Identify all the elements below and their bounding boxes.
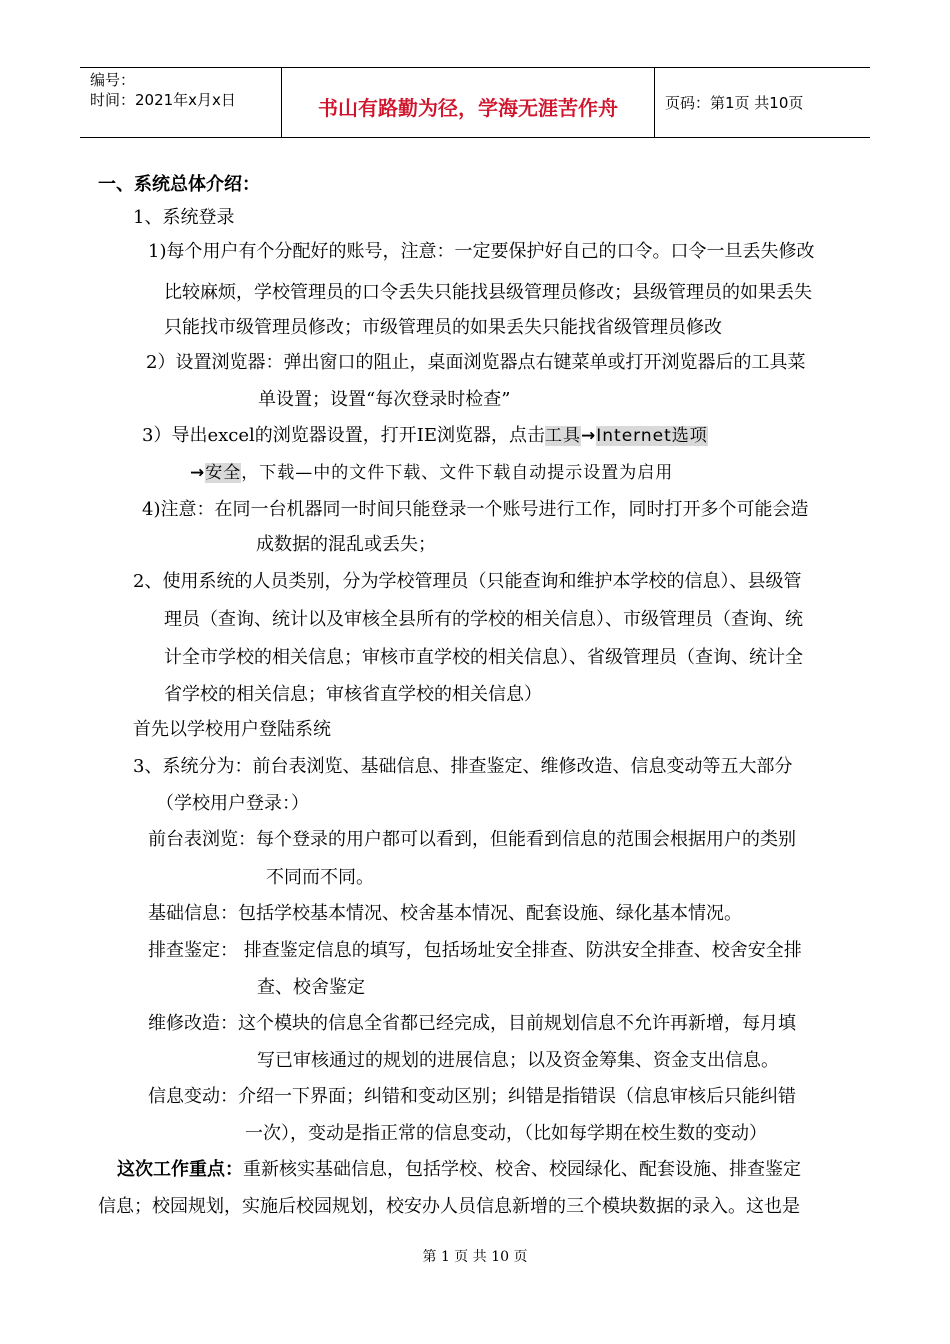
number-label: 编号： <box>90 71 136 89</box>
paragraph-line: 排查鉴定： 排查鉴定信息的填写，包括场址安全排查、防洪安全排查、校舍安全排 <box>148 940 802 961</box>
paragraph-line: 只能找市级管理员修改；市级管理员的如果丢失只能找省级管理员修改 <box>164 317 722 338</box>
paragraph-line <box>117 1158 801 1182</box>
header-divider <box>654 68 655 137</box>
paragraph-line: 写已审核通过的规划的进展信息；以及资金筹集、资金支出信息。 <box>257 1050 779 1071</box>
arrow-icon: → <box>581 426 597 446</box>
paragraph-line: 首先以学校用户登陆系统 <box>133 719 331 740</box>
paragraph-line: 1)每个用户有个分配好的账号，注意：一定要保护好自己的口令。口令一旦丢失修改 <box>148 241 815 262</box>
arrow-icon: → <box>190 463 206 483</box>
emphasis-label: 这次工作重点： <box>117 1159 243 1180</box>
paragraph-line: 维修改造：这个模块的信息全省都已经完成，目前规划信息不允许再新增，每月填 <box>148 1013 796 1034</box>
paragraph-line: 1、系统登录 <box>133 207 235 228</box>
header-motto: 书山有路勤为径，学海无涯苦作舟 <box>318 96 618 120</box>
paragraph-line: 成数据的混乱或丢失； <box>256 534 436 555</box>
paragraph-line: 省学校的相关信息；审核省直学校的相关信息） <box>164 684 542 705</box>
paragraph-line <box>142 424 708 448</box>
paragraph-line: 基础信息：包括学校基本情况、校舍基本情况、配套设施、绿化基本情况。 <box>148 903 742 924</box>
paragraph-line: 4)注意：在同一台机器同一时间只能登录一个账号进行工作，同时打开多个可能会造 <box>142 499 809 520</box>
paragraph-line: 计全市学校的相关信息；审核市直学校的相关信息）、省级管理员（查询、统计全 <box>164 647 803 668</box>
paragraph-line: 信息变动：介绍一下界面；纠错和变动区别；纠错是指错误（信息审核后只能纠错 <box>148 1086 796 1107</box>
section-title: 一、系统总体介绍： <box>98 174 260 195</box>
paragraph-line: 一次），变动是指正常的信息变动，（比如每学期在校生数的变动） <box>245 1123 767 1144</box>
paragraph-line: 2、使用系统的人员类别，分为学校管理员（只能查询和维护本学校的信息）、县级管 <box>133 571 802 592</box>
paragraph-line: 不同而不同。 <box>266 867 374 888</box>
line-text: 3）导出excel的浏览器设置，打开IE浏览器，点击 <box>142 425 545 446</box>
paragraph-line: 前台表浏览：每个登录的用户都可以看到，但能看到信息的范围会根据用户的类别 <box>148 829 796 850</box>
menu-internet-options: Internet选项 <box>596 426 708 446</box>
page-footer: 第 1 页 共 10 页 <box>422 1249 528 1265</box>
paragraph-line: 比较麻烦，学校管理员的口令丢失只能找县级管理员修改；县级管理员的如果丢失 <box>164 282 812 303</box>
paragraph-line: （学校用户登录：） <box>156 793 309 814</box>
header-page-info: 页码：第1页 共10页 <box>665 94 804 112</box>
paragraph-line: 2）设置浏览器：弹出窗口的阻止，桌面浏览器点右键菜单或打开浏览器后的工具菜 <box>146 352 806 373</box>
page-header <box>80 67 870 138</box>
paragraph-line: 单设置；设置“每次登录时检查” <box>258 389 511 410</box>
menu-security: 安全 <box>205 463 242 483</box>
paragraph-line: 信息；校园规划，实施后校园规划，校安办人员信息新增的三个模块数据的录入。这也是 <box>98 1196 800 1217</box>
time-label: 时间：2021年x月x日 <box>90 91 236 109</box>
paragraph-line: 查、校舍鉴定 <box>257 977 365 998</box>
paragraph-line: 3、系统分为：前台表浏览、基础信息、排查鉴定、维修改造、信息变动等五大部分 <box>133 756 793 777</box>
paragraph-line: 理员（查询、统计以及审核全县所有的学校的相关信息）、市级管理员（查询、统 <box>164 609 803 630</box>
line-text: 重新核实基础信息，包括学校、校舍、校园绿化、配套设施、排查鉴定 <box>243 1159 801 1180</box>
menu-tools: 工具 <box>545 426 581 446</box>
header-meta <box>90 70 236 110</box>
line-text: ，下载—中的文件下载、文件下载自动提示设置为启用 <box>241 463 674 483</box>
paragraph-line <box>190 461 673 485</box>
